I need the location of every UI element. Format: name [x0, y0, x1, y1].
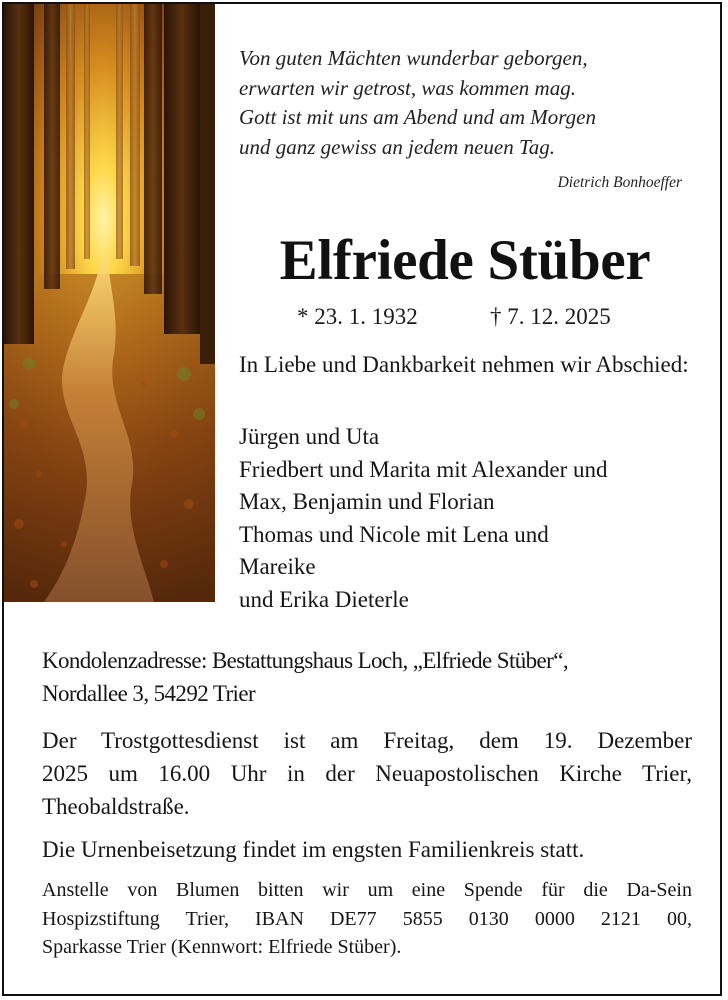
service-line: Theobaldstraße. — [42, 794, 190, 819]
forest-path-illustration — [4, 4, 215, 602]
mourners-list — [239, 421, 699, 616]
quote-line: Gott ist mit uns am Abend und am Morgen — [239, 105, 596, 129]
birth-date: * 23. 1. 1932 — [297, 304, 418, 329]
mourner-line: und Erika Dieterle — [239, 586, 409, 612]
condolence-line: Nordallee 3, 54292 Trier — [42, 681, 256, 706]
urn-burial-info: Die Urnenbeisetzung findet im engsten Familienkreis statt. — [42, 837, 585, 862]
service-line: Der Trostgottesdienst ist am Freitag, dem 19. Dezember — [42, 728, 692, 753]
forest-path-photo — [4, 4, 215, 602]
death-date: † 7. 12. 2025 — [490, 304, 611, 329]
quote-line: Von guten Mächten wunderbar geborgen, — [239, 46, 588, 70]
condolence-address — [42, 644, 692, 710]
condolence-line: Kondolenzadresse: Bestattungshaus Loch, „Elfriede Stüber“, — [42, 648, 568, 673]
farewell-intro: In Liebe und Dankbarkeit nehmen wir Abschied: — [239, 352, 689, 377]
mourner-line: Max, Benjamin und Florian — [239, 489, 495, 514]
quote-author: Dietrich Bonhoeffer — [557, 174, 682, 191]
donation-line: Sparkasse Trier (Kennwort: Elfriede Stüber). — [42, 936, 402, 958]
mourner-line: Thomas und Nicole mit Lena und — [239, 521, 549, 547]
mourner-line: Mareike — [239, 554, 316, 579]
bonhoeffer-quote — [239, 44, 699, 162]
deceased-name: Elfriede Stüber — [279, 229, 651, 292]
quote-line: erwarten wir getrost, was kommen mag. — [239, 75, 576, 100]
donation-line: Hospizstiftung Trier, IBAN DE77 5855 0130 0000 2121 00, — [42, 907, 692, 930]
quote-line: und ganz gewiss an jedem neuen Tag. — [239, 134, 555, 159]
donation-line: Anstelle von Blumen bitten wir um eine Spende für die Da-Sein — [42, 879, 692, 901]
mourner-line: Friedbert und Marita mit Alexander und — [239, 456, 608, 482]
service-line: 2025 um 16.00 Uhr in der Neuapostolischen Kirche Trier, — [42, 761, 692, 786]
donation-request — [42, 876, 692, 962]
obituary-notice — [2, 2, 722, 996]
mourner-line: Jürgen und Uta — [239, 424, 380, 449]
memorial-service-info — [42, 724, 692, 823]
